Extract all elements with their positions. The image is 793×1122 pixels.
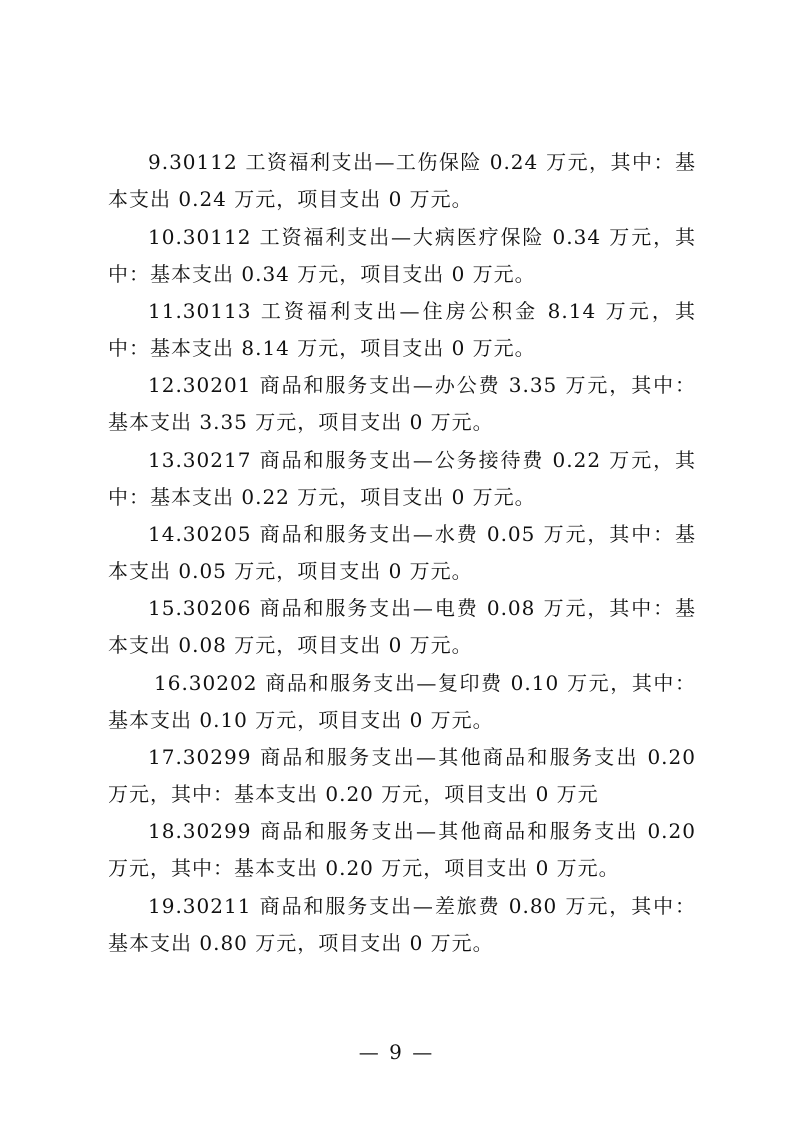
paragraph-item-14: 14.30205 商品和服务支出—水费 0.05 万元，其中：基本支出 0.05 万元，项目支出 0 万元。 (108, 522, 696, 583)
paragraph-item-9: 9.30112 工资福利支出—工伤保险 0.24 万元，其中：基本支出 0.24 万元，项目支出 0 万元。 (108, 150, 696, 211)
paragraph-item-13: 13.30217 商品和服务支出—公务接待费 0.22 万元，其中：基本支出 0.22 万元，项目支出 0 万元。 (108, 448, 696, 509)
paragraph-item-18: 18.30299 商品和服务支出—其他商品和服务支出 0.20 万元，其中：基本支出 0.20 万元，项目支出 0 万元。 (108, 819, 696, 880)
paragraph-item-11: 11.30113 工资福利支出—住房公积金 8.14 万元，其中：基本支出 8.14 万元，项目支出 0 万元。 (108, 299, 696, 360)
paragraph-item-12: 12.30201 商品和服务支出—办公费 3.35 万元，其中：基本支出 3.35 万元，项目支出 0 万元。 (108, 373, 696, 434)
paragraph-item-15: 15.30206 商品和服务支出—电费 0.08 万元，其中：基本支出 0.08 万元，项目支出 0 万元。 (108, 596, 696, 657)
paragraph-item-10: 10.30112 工资福利支出—大病医疗保险 0.34 万元，其中：基本支出 0.34 万元，项目支出 0 万元。 (108, 225, 696, 286)
paragraph-item-16: 16.30202 商品和服务支出—复印费 0.10 万元，其中：基本支出 0.10 万元，项目支出 0 万元。 (108, 671, 696, 732)
page-number: — 9 — (358, 1040, 435, 1064)
paragraph-item-19: 19.30211 商品和服务支出—差旅费 0.80 万元，其中：基本支出 0.80 万元，项目支出 0 万元。 (108, 894, 696, 955)
paragraph-item-17: 17.30299 商品和服务支出—其他商品和服务支出 0.20 万元，其中：基本支出 0.20 万元，项目支出 0 万元 (108, 745, 696, 806)
